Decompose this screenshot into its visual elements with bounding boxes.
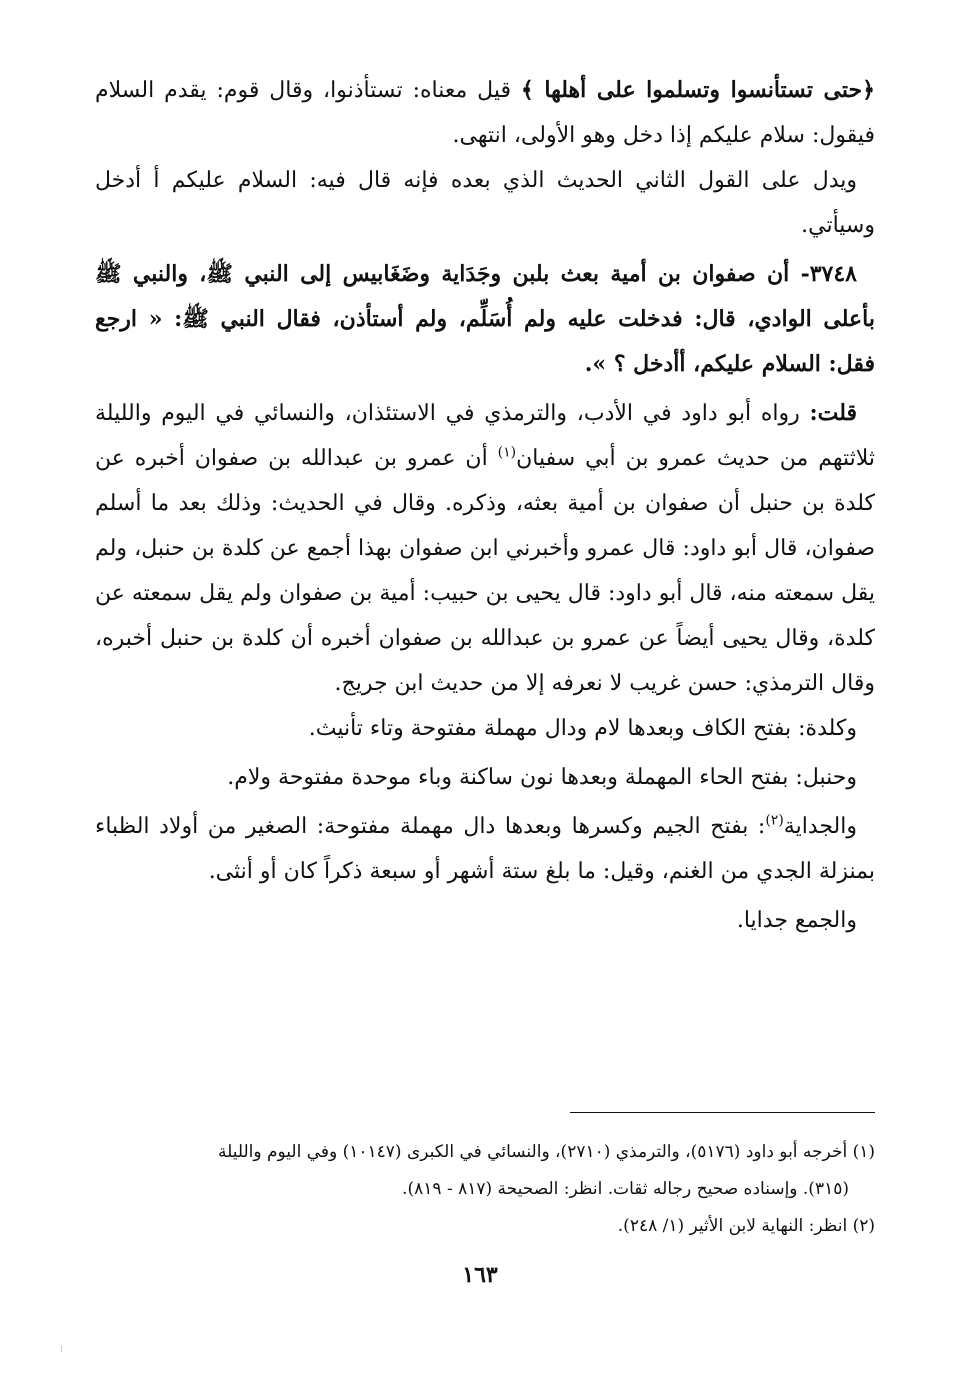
scan-speck: ⁝	[60, 1345, 63, 1355]
qult-label: قلت:	[809, 400, 857, 426]
jadaya-paragraph	[95, 804, 875, 894]
intro-commentary: قيل معناه: تستأذنوا، وقال قوم: يقدم السلام فيقول: سلام عليكم إذا دخل وهو الأولى، انتهى.	[95, 78, 875, 148]
qult-text-a: رواه أبو داود في الأدب، والترمذي في الاستئذان، والنسائي في اليوم والليلة ثلاثتهم من حديث عمرو بن أبي سفيان	[95, 401, 875, 471]
jadaya-definition: : بفتح الجيم وكسرها وبعدها دال مهملة مفتوحة: الصغير من أولاد الظباء بمنزلة الجدي من الغنم، وقيل: ما بلغ ستة أشهر أو سبعة ذكراً كان أو أنثى.	[95, 814, 875, 884]
footnote-1-continued: (٣١٥). وإسناده صحيح رجاله ثقات. انظر: الصحيحة (٨١٧ - ٨١٩).	[402, 1179, 849, 1199]
footnote-separator	[570, 1112, 875, 1113]
qult-paragraph	[95, 391, 875, 706]
plural-paragraph: والجمع جدايا.	[736, 908, 857, 933]
footnote-ref-1[interactable]: (١)	[497, 444, 517, 461]
hanbal-paragraph: وحنبل: بفتح الحاء المهملة وبعدها نون ساكنة وباء موحدة مفتوحة ولام.	[227, 765, 857, 790]
intro-paragraph	[95, 68, 875, 158]
qult-text-b: أن عمرو بن عبدالله بن صفوان أخبره عن كلدة بن حنبل أن صفوان بن أمية بعثه، وذكره. وقال في الحديث: وذلك بعد ما أسلم صفوان، قال أبو داود: قال عمرو وأخبرني ابن صفوان بهذا أجمع عن كلدة بن حنبل، ولم يقل سمعته منه، قال أبو داود: قال يحيى بن حبيب: أمية بن صفوان ولم يقل سمعته عن كلدة، وقال يحيى أيضاً عن عمرو بن عبدالله بن صفوان أخبره أن كلدة بن حنبل أخبره، وقال الترمذي: حسن غريب لا نعرفه إلا من حديث ابن جريج.	[95, 446, 875, 696]
quran-verse: ﴿حتى تستأنسوا وتسلموا على أهلها ﴾	[520, 77, 875, 103]
second-opinion-paragraph: ويدل على القول الثاني الحديث الذي بعده فإنه قال فيه: السلام عليكم أ أدخل وسيأتي.	[95, 168, 875, 238]
jadaya-term: والجداية	[783, 814, 857, 839]
footnotes	[95, 1134, 875, 1245]
page-number: ١٦٣	[462, 1262, 498, 1288]
footnote-ref-2[interactable]: (٢)	[765, 812, 784, 829]
hadith-3748: ٣٧٤٨- أن صفوان بن أمية بعث بلبن وجَدَاية وضَغَابيس إلى النبي ﷺ، والنبي ﷺ بأعلى الوادي، قال: فدخلت عليه ولم أُسَلِّم، ولم أستأذن، فقال النبي ﷺ: « ارجع فقل: السلام عليكم، أأدخل ؟ ».	[95, 261, 875, 377]
kalada-paragraph: وكلدة: بفتح الكاف وبعدها لام ودال مهملة مفتوحة وتاء تأنيث.	[308, 716, 857, 741]
page-body	[95, 68, 875, 943]
footnote-2: (٢) انظر: النهاية لابن الأثير (١/ ٢٤٨).	[617, 1216, 875, 1236]
footnote-1: (١) أخرجه أبو داود (٥١٧٦)، والترمذي (٢٧١٠)، والنسائي في الكبرى (١٠١٤٧) وفي اليوم والليلة	[217, 1142, 875, 1162]
